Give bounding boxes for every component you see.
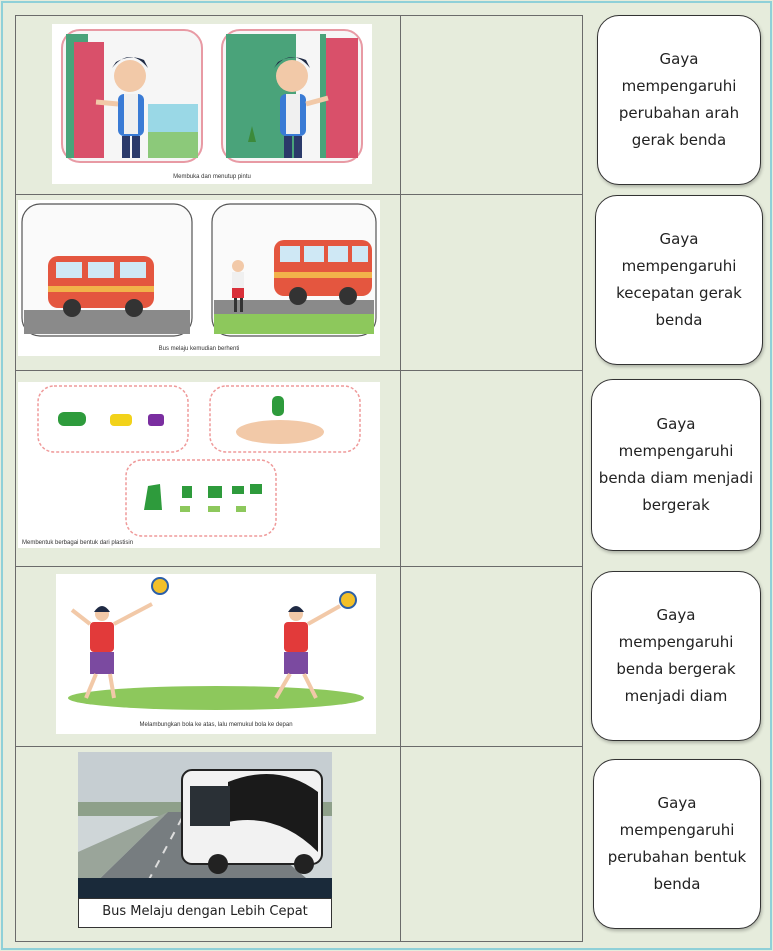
table-row — [16, 566, 582, 747]
table-row — [16, 746, 582, 941]
image-caption: Membuka dan menutup pintu — [173, 174, 251, 180]
card-text: Gaya mempengaruhi benda diam menjadi bergerak — [598, 415, 754, 514]
answer-card[interactable] — [591, 571, 761, 741]
answer-card[interactable] — [593, 759, 761, 929]
image-caption: Bus melaju kemudian berhenti — [158, 346, 240, 352]
card-text: Gaya mempengaruhi benda bergerak menjadi diam — [616, 606, 736, 705]
table-row — [16, 194, 582, 371]
volleyball-illustration — [56, 574, 376, 734]
worksheet-frame — [1, 1, 772, 950]
clay-illustration — [18, 382, 380, 548]
answer-card[interactable] — [597, 15, 761, 185]
answer-cell[interactable] — [401, 16, 582, 194]
table-row — [16, 16, 582, 195]
answer-cell[interactable] — [401, 370, 582, 566]
image-caption: Melambungkan bola ke atas, lalu memukul bola ke depan — [139, 722, 293, 728]
answer-card[interactable] — [595, 195, 763, 365]
door-illustration — [52, 24, 372, 184]
answer-cell[interactable] — [401, 566, 582, 746]
bus-photo — [78, 752, 332, 928]
image-caption: Bus Melaju dengan Lebih Cepat — [78, 898, 332, 928]
answer-cell[interactable] — [401, 746, 582, 941]
bus-illustration — [18, 200, 380, 356]
answer-cell[interactable] — [401, 194, 582, 370]
matching-table — [15, 15, 583, 942]
card-text: Gaya mempengaruhi kecepatan gerak benda — [616, 230, 742, 329]
table-row — [16, 370, 582, 567]
image-caption: Membentuk berbagai bentuk dari plastisin — [22, 540, 134, 546]
card-text: Gaya mempengaruhi perubahan arah gerak benda — [618, 50, 740, 149]
answer-card[interactable] — [591, 379, 761, 551]
card-text: Gaya mempengaruhi perubahan bentuk benda — [607, 794, 747, 893]
